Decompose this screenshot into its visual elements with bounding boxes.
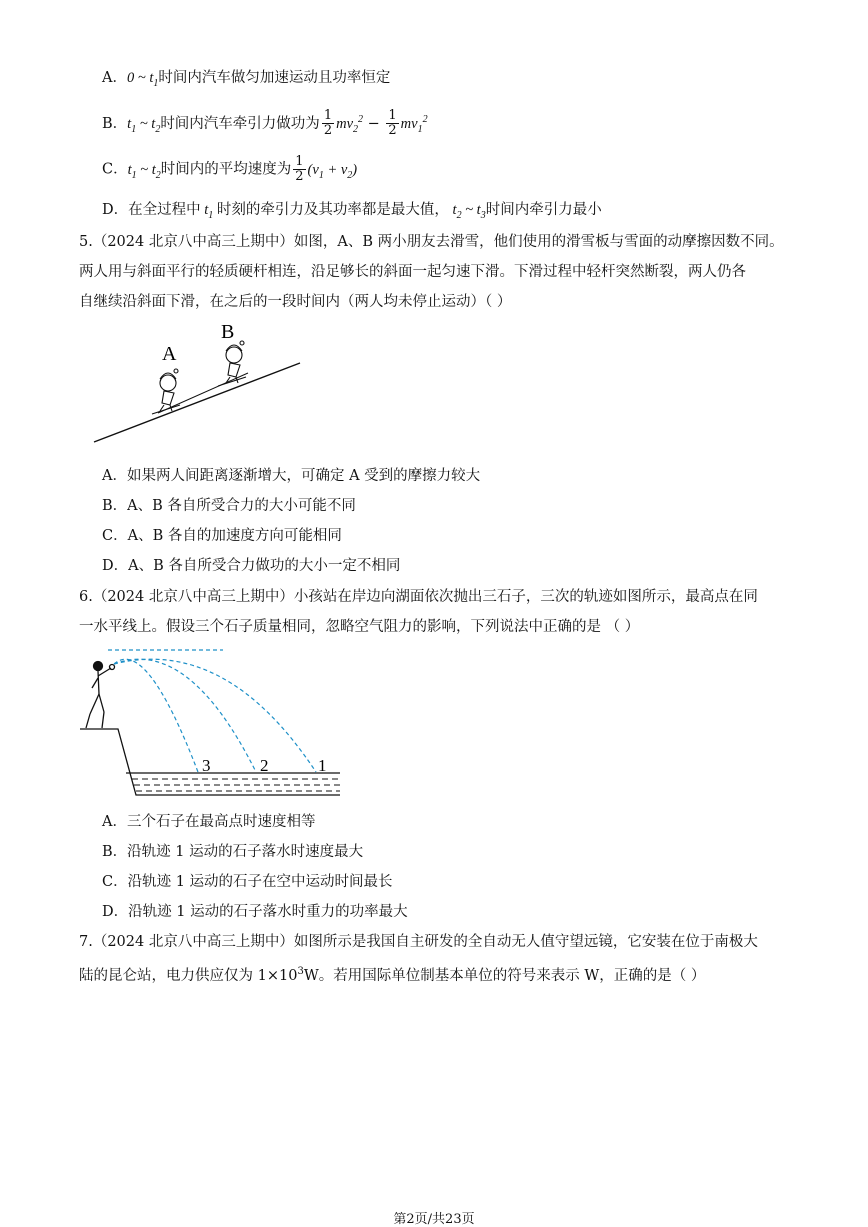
label-b: B xyxy=(221,321,235,343)
q5-stem-line1: 5.（2024 北京八中高三上期中）如图，A、B 两小朋友去滑雪，他们使用的滑雪板与雪面的动摩擦因数不同。 xyxy=(79,234,784,250)
label-2: 2 xyxy=(260,756,269,775)
skier-a-icon xyxy=(152,369,180,414)
page-footer: 第2页/共23页 xyxy=(393,1212,475,1227)
skier-b-icon xyxy=(218,341,246,386)
q6-throwing-figure xyxy=(78,642,348,804)
q5-option-a: A．如果两人间距离逐渐增大，可确定 A 受到的摩擦力较大 xyxy=(102,468,481,484)
q5-option-c: C．A、B 各自的加速度方向可能相同 xyxy=(102,528,342,544)
trajectory-3 xyxy=(114,659,198,772)
q4-option-c: C．$t_1$ ~ $t_2$时间内的平均速度为 $\frac{1}{2}$ $(v_1 + v_2)$ xyxy=(102,154,358,184)
q6-option-a: A．三个石子在最高点时速度相等 xyxy=(102,814,316,830)
q5-option-d: D．A、B 各自所受合力做功的大小一定不相同 xyxy=(102,558,401,574)
q5-stem-line2: 两人用与斜面平行的轻质硬杆相连，沿足够长的斜面一起匀速下滑。下滑过程中轻杆突然断裂，两人仍各 xyxy=(79,264,746,280)
label-1: 1 xyxy=(318,756,327,775)
q6-stem-line2: 一水平线上。假设三个石子质量相同，忽略空气阻力的影响，下列说法中正确的是 （ ） xyxy=(79,619,640,635)
q6-option-b: B．沿轨迹 1 运动的石子落水时速度最大 xyxy=(102,844,364,860)
q4-option-a: A．0 ~ $t_1$时间内汽车做匀加速运动且功率恒定 xyxy=(102,70,391,89)
label-a: A xyxy=(162,343,177,365)
q4-option-d: D．在全过程中 $t_1$ 时刻的牵引力及其功率都是最大值， $t_2$ ~ $t_3$时间内牵引力最小 xyxy=(102,202,602,221)
trajectory-1 xyxy=(114,659,316,772)
q6-option-c: C．沿轨迹 1 运动的石子在空中运动时间最长 xyxy=(102,874,393,890)
q5-option-b: B．A、B 各自所受合力的大小可能不同 xyxy=(102,498,356,514)
trajectory-2 xyxy=(114,659,256,772)
q7-stem-line2: 陆的昆仑站，电力供应仅为 $1\times 10^3W$。若用国际单位制基本单位的符号来表示 W，正确的是（ ） xyxy=(79,966,706,984)
label-3: 3 xyxy=(202,756,211,775)
child-icon xyxy=(86,662,115,729)
q6-option-d: D．沿轨迹 1 运动的石子落水时重力的功率最大 xyxy=(102,904,408,920)
q7-stem-line1: 7.（2024 北京八中高三上期中）如图所示是我国自主研发的全自动无人值守望远镜，它安装在位于南极大 xyxy=(79,934,758,950)
q5-skiing-figure xyxy=(88,315,308,450)
q5-stem-line3: 自继续沿斜面下滑，在之后的一段时间内（两人均未停止运动）（ ） xyxy=(79,294,512,310)
q4-option-b: B．$t_1$ ~ $t_2$时间内汽车牵引力做功为 $\frac{1}{2}$ $mv_2^2$ − $\frac{1}{2}$ $mv_1^2$ xyxy=(102,108,428,139)
q6-stem-line1: 6.（2024 北京八中高三上期中）小孩站在岸边向湖面依次抛出三石子，三次的轨迹如图所示，最高点在同 xyxy=(79,589,758,605)
